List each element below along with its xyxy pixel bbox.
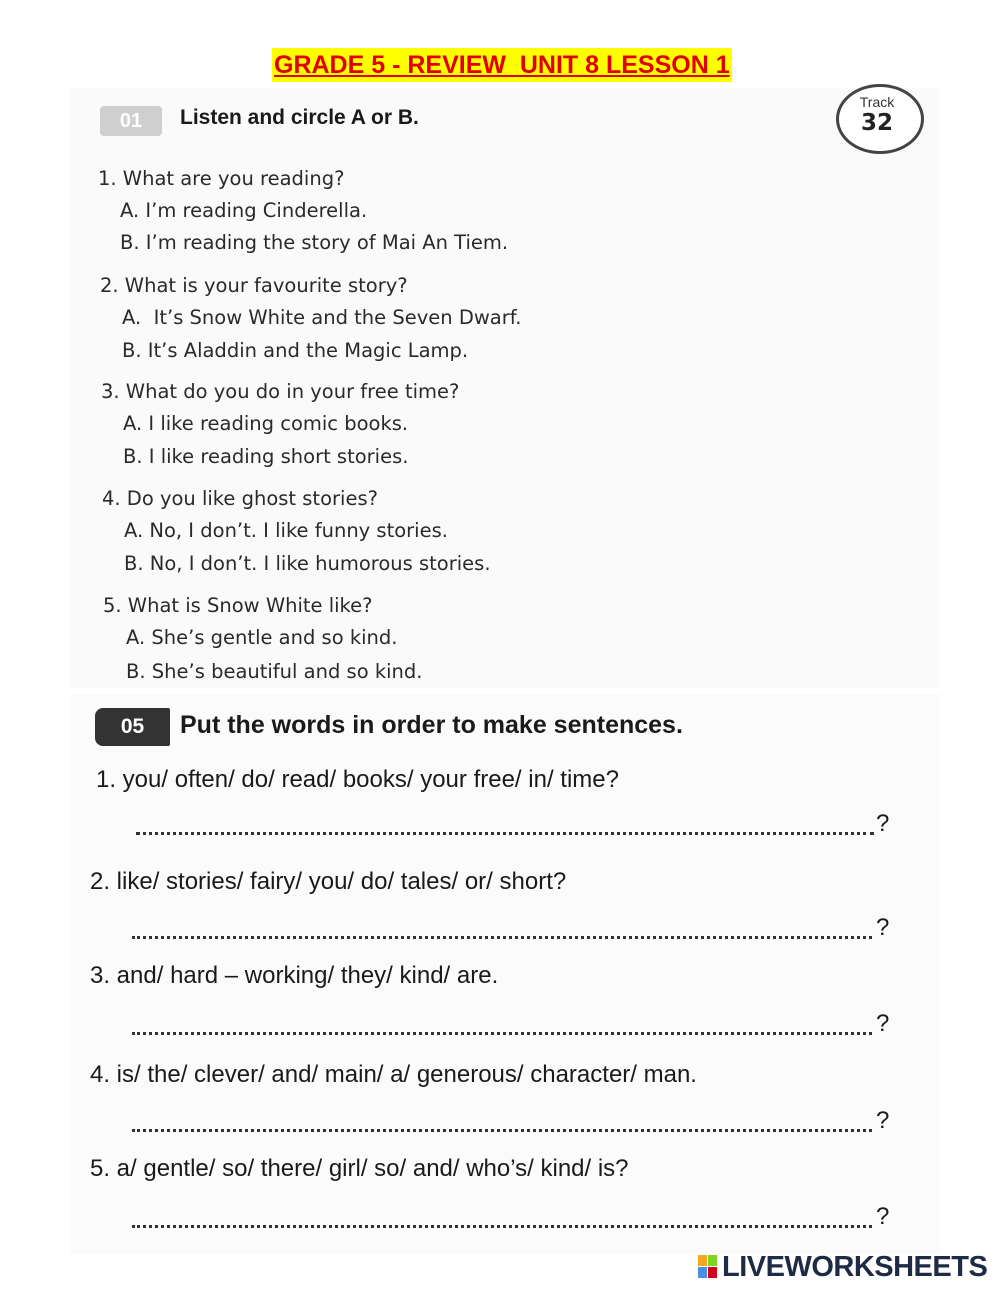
answer-end-2: ?: [876, 914, 890, 941]
track-label: Track: [859, 94, 895, 110]
question-2: 2. What is your favourite story?: [100, 274, 408, 297]
track-number: 32: [860, 110, 893, 136]
option-4b[interactable]: B. No, I don’t. I like humorous stories.: [124, 552, 491, 575]
answer-line-5[interactable]: [132, 1217, 872, 1228]
option-3a[interactable]: A. I like reading comic books.: [123, 412, 409, 435]
liveworksheets-logo-icon: [698, 1255, 718, 1279]
jumble-prompt-4: 4. is/ the/ clever/ and/ main/ a/ generous/ character/ man.: [90, 1061, 697, 1088]
option-2b[interactable]: B. It’s Aladdin and the Magic Lamp.: [122, 339, 469, 362]
question-4: 4. Do you like ghost stories?: [102, 487, 378, 510]
jumble-prompt-1: 1. you/ often/ do/ read/ books/ your free/ in/ time?: [96, 766, 619, 793]
option-3b[interactable]: B. I like reading short stories.: [123, 445, 409, 468]
answer-end-3: ?: [876, 1010, 890, 1037]
option-5b[interactable]: B. She’s beautiful and so kind.: [126, 660, 423, 683]
answer-end-1: ?: [876, 810, 890, 837]
option-2a[interactable]: A. It’s Snow White and the Seven Dwarf.: [122, 306, 522, 329]
question-3: 3. What do you do in your free time?: [101, 380, 460, 403]
answer-line-2[interactable]: [132, 928, 872, 939]
jumble-prompt-3: 3. and/ hard – working/ they/ kind/ are.: [90, 962, 499, 989]
jumble-prompt-2: 2. like/ stories/ fairy/ you/ do/ tales/ or/ short?: [90, 868, 567, 895]
option-1b[interactable]: B. I’m reading the story of Mai An Tiem.: [120, 231, 509, 254]
question-1: 1. What are you reading?: [98, 167, 345, 190]
answer-end-4: ?: [876, 1107, 890, 1134]
exercise-5-badge: 05: [95, 708, 170, 746]
exercise-1-badge: 01: [100, 106, 162, 136]
track-badge: [830, 84, 930, 152]
option-4a[interactable]: A. No, I don’t. I like funny stories.: [124, 519, 448, 542]
option-1a[interactable]: A. I’m reading Cinderella.: [120, 199, 368, 222]
answer-line-3[interactable]: [132, 1024, 872, 1035]
question-5: 5. What is Snow White like?: [103, 594, 373, 617]
jumble-prompt-5: 5. a/ gentle/ so/ there/ girl/ so/ and/ who’s/ kind/ is?: [90, 1155, 629, 1182]
option-5a[interactable]: A. She’s gentle and so kind.: [126, 626, 398, 649]
exercise-1-heading: Listen and circle A or B.: [180, 106, 419, 129]
answer-line-4[interactable]: [132, 1121, 872, 1132]
exercise-5-heading: Put the words in order to make sentences.: [180, 711, 683, 739]
answer-end-5: ?: [876, 1203, 890, 1230]
footer-brand-text: LIVEWORKSHEETS: [722, 1251, 988, 1283]
answer-line-1[interactable]: [136, 824, 874, 835]
page-title: GRADE 5 - REVIEW UNIT 8 LESSON 1: [272, 48, 732, 82]
